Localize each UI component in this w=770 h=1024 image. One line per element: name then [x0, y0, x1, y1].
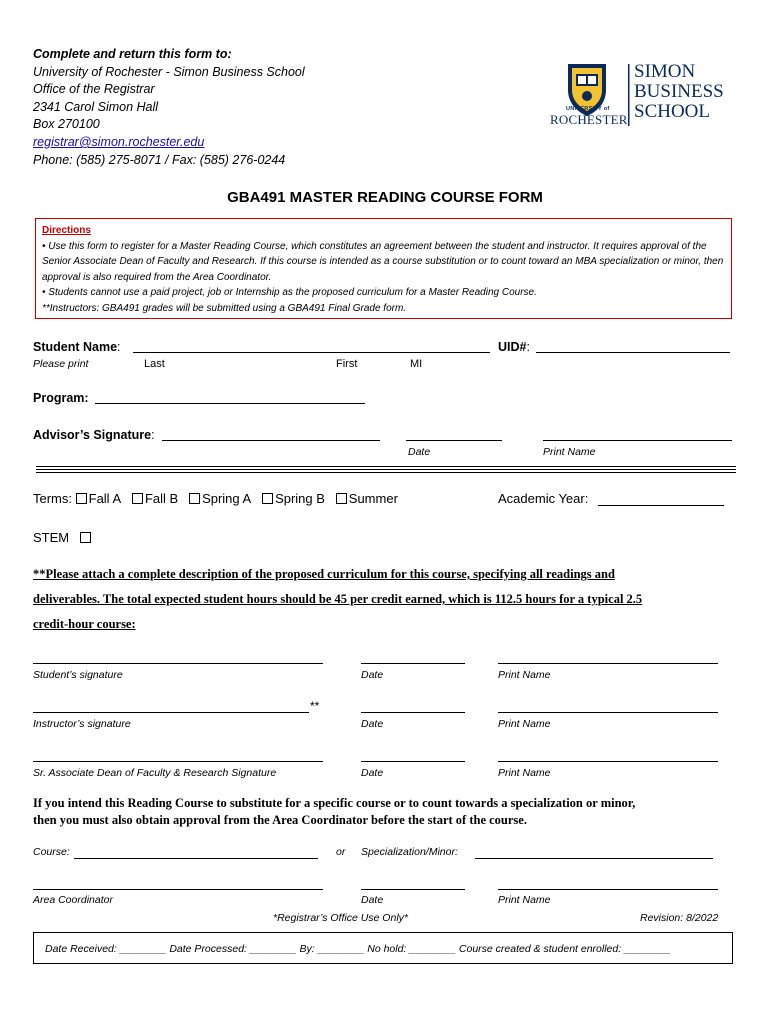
checkbox-fall-b[interactable] [132, 493, 143, 504]
logo-rochester: ROCHESTER [550, 112, 628, 127]
dean-signature-label: Sr. Associate Dean of Faculty & Research Signature [33, 767, 277, 779]
directions-item-3: **Instructors: GBA491 grades will be submitted using a GBA491 Final Grade form. [42, 302, 407, 314]
specialization-field[interactable] [475, 858, 713, 859]
advisor-signature-field[interactable] [162, 440, 380, 441]
advisor-date-label: Date [408, 446, 431, 458]
please-print-label: Please print [33, 358, 89, 370]
checkbox-spring-b[interactable] [262, 493, 273, 504]
term-spring-a: Spring A [202, 491, 252, 506]
student-name-label-wrap [33, 340, 121, 354]
program-field[interactable] [95, 403, 365, 404]
attach-note-line-2: deliverables. The total expected student hours should be 45 per credit earned, which is 112.5 hours for a typical 2.5 [33, 592, 643, 606]
address-line-1: University of Rochester - Simon Business School [33, 64, 305, 79]
program-label: Program: [33, 391, 89, 405]
advisor-label-wrap [33, 428, 155, 442]
dean-date-field[interactable] [361, 761, 465, 762]
advisor-date-field[interactable] [406, 440, 502, 441]
academic-year-label: Academic Year: [498, 491, 589, 506]
registrar-office-fields: Date Received: ________ Date Processed: ________ By: ________ No hold: ________ Course created & student enrolled: ________ [45, 943, 671, 955]
uid-label-wrap [498, 340, 530, 354]
terms-row [33, 491, 398, 506]
advisor-colon: : [151, 428, 155, 442]
student-name-label: Student Name [33, 340, 118, 354]
instructor-print-name-label: Print Name [498, 718, 551, 730]
student-signature-field[interactable] [33, 663, 323, 664]
checkbox-fall-a[interactable] [76, 493, 87, 504]
directions-item-2: • Students cannot use a paid project, job or Internship as the proposed curriculum for a Master Reading Course. [42, 287, 537, 299]
return-address [33, 46, 305, 169]
student-name-field[interactable] [133, 352, 490, 353]
attach-note-line-3: credit-hour course: [33, 617, 136, 631]
specialization-label: Specialization/Minor: [361, 846, 458, 858]
instructor-date-field[interactable] [361, 712, 465, 713]
address-line-4: Box 270100 [33, 117, 100, 132]
student-signature-label: Student’s signature [33, 669, 123, 681]
section-divider-3 [36, 472, 736, 473]
term-fall-b: Fall B [144, 491, 179, 506]
advisor-print-name-field[interactable] [543, 440, 732, 441]
student-print-name-label: Print Name [498, 669, 551, 681]
checkbox-spring-a[interactable] [189, 493, 200, 504]
logo-business: BUSINESS [634, 81, 724, 102]
uid-colon: : [526, 340, 530, 354]
checkbox-summer[interactable] [336, 493, 347, 504]
registrar-email-link[interactable]: registrar@simon.rochester.edu [33, 134, 205, 149]
dean-print-name-label: Print Name [498, 767, 551, 779]
dean-date-label: Date [361, 767, 384, 779]
dean-signature-field[interactable] [33, 761, 323, 762]
instructor-signature-label: Instructor’s signature [33, 718, 131, 730]
stem-label: STEM [33, 530, 70, 545]
instructor-print-name-field[interactable] [498, 712, 718, 713]
phone-fax: Phone: (585) 275-8071 / Fax: (585) 276-0244 [33, 152, 286, 167]
logo-university-of: UNIVERSITY of [566, 106, 610, 112]
return-label: Complete and return this form to: [33, 47, 232, 61]
last-name-label: Last [144, 358, 165, 370]
dean-print-name-field[interactable] [498, 761, 718, 762]
form-title: GBA491 MASTER READING COURSE FORM [227, 189, 543, 206]
student-date-field[interactable] [361, 663, 465, 664]
term-summer: Summer [348, 491, 398, 506]
course-label: Course: [33, 846, 70, 858]
instructor-asterisks: ** [310, 699, 320, 713]
directions-item-1: • Use this form to register for a Master Reading Course, which constitutes an agreement between the student and instructor. It requires approval of the Senior Associate Dean of Faculty and Research. If this course is intended as a course substitution or to count toward an MBA specialization or minor, then approval is also required from the Area Coordinator. [42, 240, 724, 283]
area-coordinator-print-name-field[interactable] [498, 889, 718, 890]
course-field[interactable] [74, 858, 318, 859]
advisor-label: Advisor’s Signature [33, 428, 152, 442]
logo-wordmark [634, 62, 724, 122]
instructor-date-label: Date [361, 718, 384, 730]
attach-note-line-1: **Please attach a complete description of the proposed curriculum for this course, specifying all readings and [33, 567, 615, 581]
terms-label: Terms: [33, 491, 72, 506]
term-spring-b: Spring B [275, 491, 325, 506]
directions-box [35, 218, 732, 319]
mi-label: MI [410, 358, 423, 370]
section-divider [36, 466, 736, 467]
area-coordinator-label: Area Coordinator [33, 894, 113, 906]
area-coordinator-date-label: Date [361, 894, 384, 906]
area-coordinator-date-field[interactable] [361, 889, 465, 890]
uid-field[interactable] [536, 352, 730, 353]
advisor-print-name-label: Print Name [543, 446, 596, 458]
directions-heading: Directions [42, 225, 91, 236]
first-name-label: First [336, 358, 358, 370]
logo-simon: SIMON [634, 61, 696, 82]
uid-label: UID# [498, 340, 527, 354]
substitute-note-line-1: If you intend this Reading Course to substitute for a specific course or to count towards a specialization or minor, [33, 796, 636, 810]
or-label: or [336, 846, 346, 858]
revision-label: Revision: 8/2022 [640, 912, 719, 924]
stem-row [33, 530, 93, 545]
logo-school: SCHOOL [634, 101, 711, 122]
area-coordinator-print-name-label: Print Name [498, 894, 551, 906]
registrar-office-box [33, 932, 733, 964]
student-name-colon: : [117, 340, 121, 354]
address-line-3: 2341 Carol Simon Hall [33, 99, 159, 114]
section-divider-2 [36, 469, 736, 470]
area-coordinator-signature-field[interactable] [33, 889, 323, 890]
term-fall-a: Fall A [88, 491, 122, 506]
substitute-note-line-2: then you must also obtain approval from the Area Coordinator before the start of the course. [33, 813, 527, 827]
checkbox-stem[interactable] [80, 532, 91, 543]
address-line-2: Office of the Registrar [33, 82, 155, 97]
registrar-use-label: *Registrar’s Office Use Only* [273, 912, 408, 924]
academic-year-field[interactable] [598, 505, 724, 506]
student-print-name-field[interactable] [498, 663, 718, 664]
simon-business-school-logo [548, 60, 738, 130]
instructor-signature-field[interactable] [33, 712, 309, 713]
student-date-label: Date [361, 669, 384, 681]
